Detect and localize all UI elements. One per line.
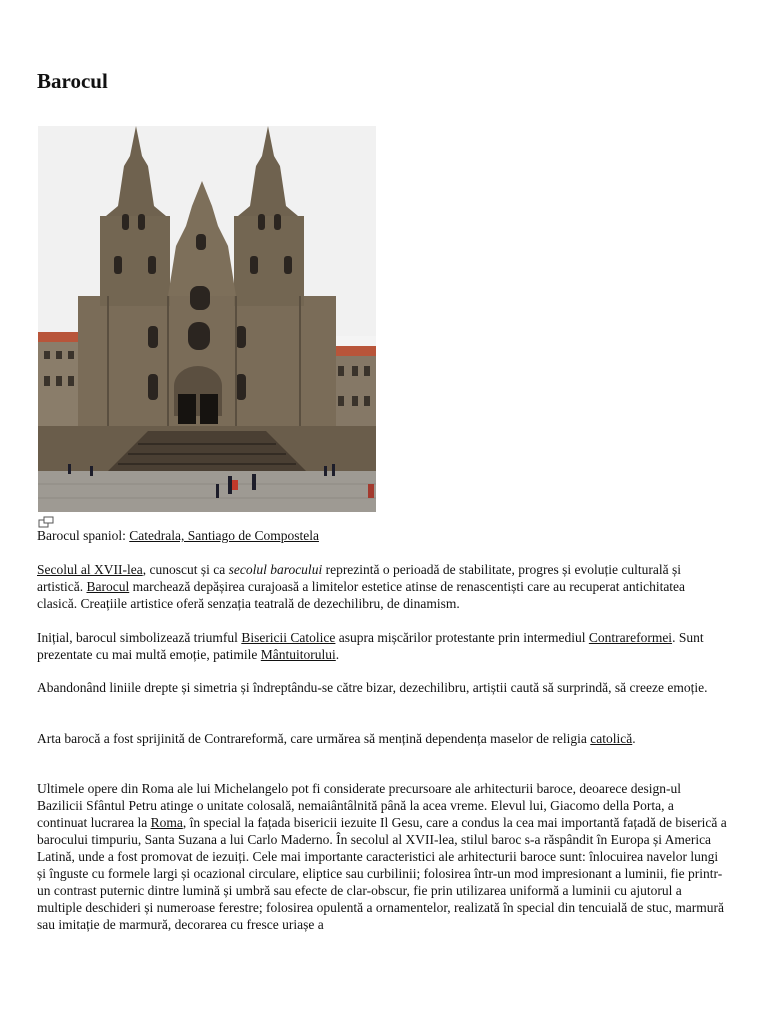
catolica-link[interactable]: catolică xyxy=(590,731,633,746)
biserica-catolica-link[interactable]: Bisericii Catolice xyxy=(241,630,336,645)
p4-text-2: . xyxy=(632,731,636,746)
caption-prefix: Barocul spaniol: xyxy=(37,528,130,543)
page-title: Barocul xyxy=(37,69,108,93)
figure-caption xyxy=(37,527,319,544)
cathedral-link[interactable]: Catedrala, Santiago de Compostela xyxy=(129,528,319,543)
secolul-link[interactable]: Secolul al XVII-lea xyxy=(37,562,143,577)
barocul-link[interactable]: Barocul xyxy=(86,579,130,594)
contrareforma-link[interactable]: Contrareformei xyxy=(588,630,673,645)
mantuitorul-link[interactable]: Mântuitorului xyxy=(260,647,336,662)
p3-text-1: Abandonând liniile drepte și simetria și îndreptându-se către bizar, dezechilibru, artiștii caută să surprindă, să creeze emoție. xyxy=(37,680,708,695)
p4-text-1: Arta barocă a fost sprijinită de Contrareformă, care urmărea să mențină dependența maselor de religia xyxy=(37,731,591,746)
p1-text-3: marchează depășirea curajoasă a limitelor estetice atinse de renascentiști care au recuperat antichitatea clasică. Creațiile artistice oferă senzația teatrală de dezechilibru, de dinamism. xyxy=(37,579,686,611)
paragraph-3 xyxy=(37,679,727,696)
p2-text-1: Inițial, barocul simbolizează triumful xyxy=(37,630,242,645)
p1-emphasis: secolul barocului xyxy=(228,562,323,577)
p2-text-4: . xyxy=(335,647,340,662)
paragraph-5 xyxy=(37,780,727,933)
paragraph-1 xyxy=(37,561,727,612)
p2-text-3: . Sunt prezentate cu mai multă emoție, patimile xyxy=(37,630,704,662)
roma-link[interactable]: Roma xyxy=(150,815,183,830)
p2-text-2: asupra mișcărilor protestante prin intermediul xyxy=(335,630,589,645)
cathedral-photo[interactable] xyxy=(38,126,376,512)
paragraph-4 xyxy=(37,730,727,747)
p1-text-1: , cunoscut și ca xyxy=(142,562,229,577)
p5-text-2: , în special la fațada bisericii iezuite Il Gesu, care a condus la cea mai importantă fațadă de biserică a barocului timpuriu, Santa Suzana a lui Carlo Maderno. În secolul al XVII-lea, stilul baroc s-a răspândit în Europa și America Latină, unde a fost promovat de iezuiți. Cele mai importante caracteristici ale arhitecturii baroce sunt: înlocuirea navelor lungi și înguste cu formele largi și ocazional circulare, eliptice sau curbilinii; folosirea într-un mod impresionant a luminii, fie printr-un contrast puternic dintre lumină și umbră sau efecte de clar-obscur, fie prin utilizarea uniformă a luminii cu ajutorul a multiple deschideri și numeroase ferestre; folosirea opulentă a ornamentelor, realizată în special din tencuială de stuc, marmură sau imitație de marmură, decorarea cu fresce uriașe a xyxy=(37,815,727,932)
paragraph-2 xyxy=(37,629,727,663)
p1-text-2: reprezintă o perioadă de stabilitate, progres și evoluție culturală și artistică. xyxy=(37,562,681,594)
p5-text-1: Ultimele opere din Roma ale lui Michelangelo pot fi considerate precursoare ale arhitecturii baroce, deoarece design-ul Bazilicii Sfântul Petru atinge o unitate colosală, nemaiântâlnită până la acea vreme. Elevul lui, Giacomo della Porta, a continuat lucrarea la xyxy=(37,781,681,830)
